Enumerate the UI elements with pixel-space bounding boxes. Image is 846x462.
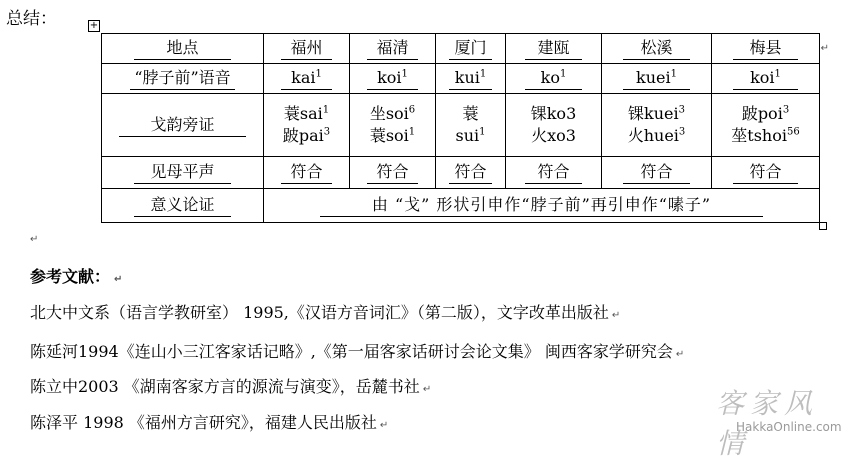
status-cell: 符合 [602,157,712,189]
row-label: 意义论证 [102,189,264,223]
row-label: 戈韵旁证 [102,94,264,157]
reference-item: 陈立中2003 《湖南客家方言的源流与演变》，岳麓书社 ↵ [30,377,432,396]
header-cell: 建瓯 [506,34,602,64]
summary-table [101,33,829,223]
pron-cell: koi$^1$ [350,64,436,94]
row-label: 见母平声 [102,157,264,189]
header-cell: 厦门 [436,34,506,64]
evidence-cell: 蓑 sui$^1$ [436,94,506,157]
evidence-cell: 蓑sai$^1$ 跛pai$^3$ [264,94,350,157]
argument-cell: 由 “戈” 形状引申作“脖子前”再引申作“嗉子” [264,189,820,223]
header-cell: 松溪 [602,34,712,64]
header-cell: 福清 [350,34,436,64]
row-end-mark: ↵ [820,42,829,54]
status-cell: 符合 [436,157,506,189]
pron-cell: kuei$^1$ [602,64,712,94]
status-cell: 符合 [712,157,820,189]
row-label: “脖子前”语音 [102,64,264,94]
evidence-cell: 锞kuei$^3$ 火huei$^3$ [602,94,712,157]
table-move-handle-icon[interactable] [88,20,100,32]
status-cell: 符合 [264,157,350,189]
evidence-cell: 坐soi$^6$ 蓑soi$^1$ [350,94,436,157]
pron-cell: kui$^1$ [436,64,506,94]
references-title: 参考文献： ↵ [30,267,123,286]
summary-heading: 总结： [6,9,57,29]
watermark-url: HakkaOnline.com [736,420,842,434]
table-row-bozi [102,64,820,94]
header-cell: 地点 [102,34,264,64]
paragraph-mark: ↵ [30,234,39,245]
table-row-ge [102,94,820,157]
evidence-cell: 锞ko3 火xo3 [506,94,602,157]
reference-item: 陈泽平 1998 《福州方言研究》，福建人民出版社 ↵ [30,413,389,432]
pron-cell: kai$^1$ [264,64,350,94]
reference-item: 陈延河1994《连山小三江客家话记略》,《第一届客家话研讨会论文集》 闽西客家学研究会 ↵ [30,342,685,361]
table-row-yiyi [102,189,820,223]
status-cell: 符合 [506,157,602,189]
table-row-jianmu [102,157,820,189]
table-resize-handle[interactable] [819,222,827,230]
evidence-cell: 跛poi$^3$ 莝tshoi$^{56}$ [712,94,820,157]
header-cell: 福州 [264,34,350,64]
pron-cell: koi$^1$ [712,64,820,94]
status-cell: 符合 [350,157,436,189]
pron-cell: $ko^1$ [506,64,602,94]
table-header-row [102,34,820,64]
watermark-logo: 客家风情 [716,387,819,460]
reference-item: 北大中文系（语言学教研室） 1995,《汉语方音词汇》（第二版），文字改革出版社 ↵ [30,303,621,322]
header-cell: 梅县 ↵ [712,34,820,64]
